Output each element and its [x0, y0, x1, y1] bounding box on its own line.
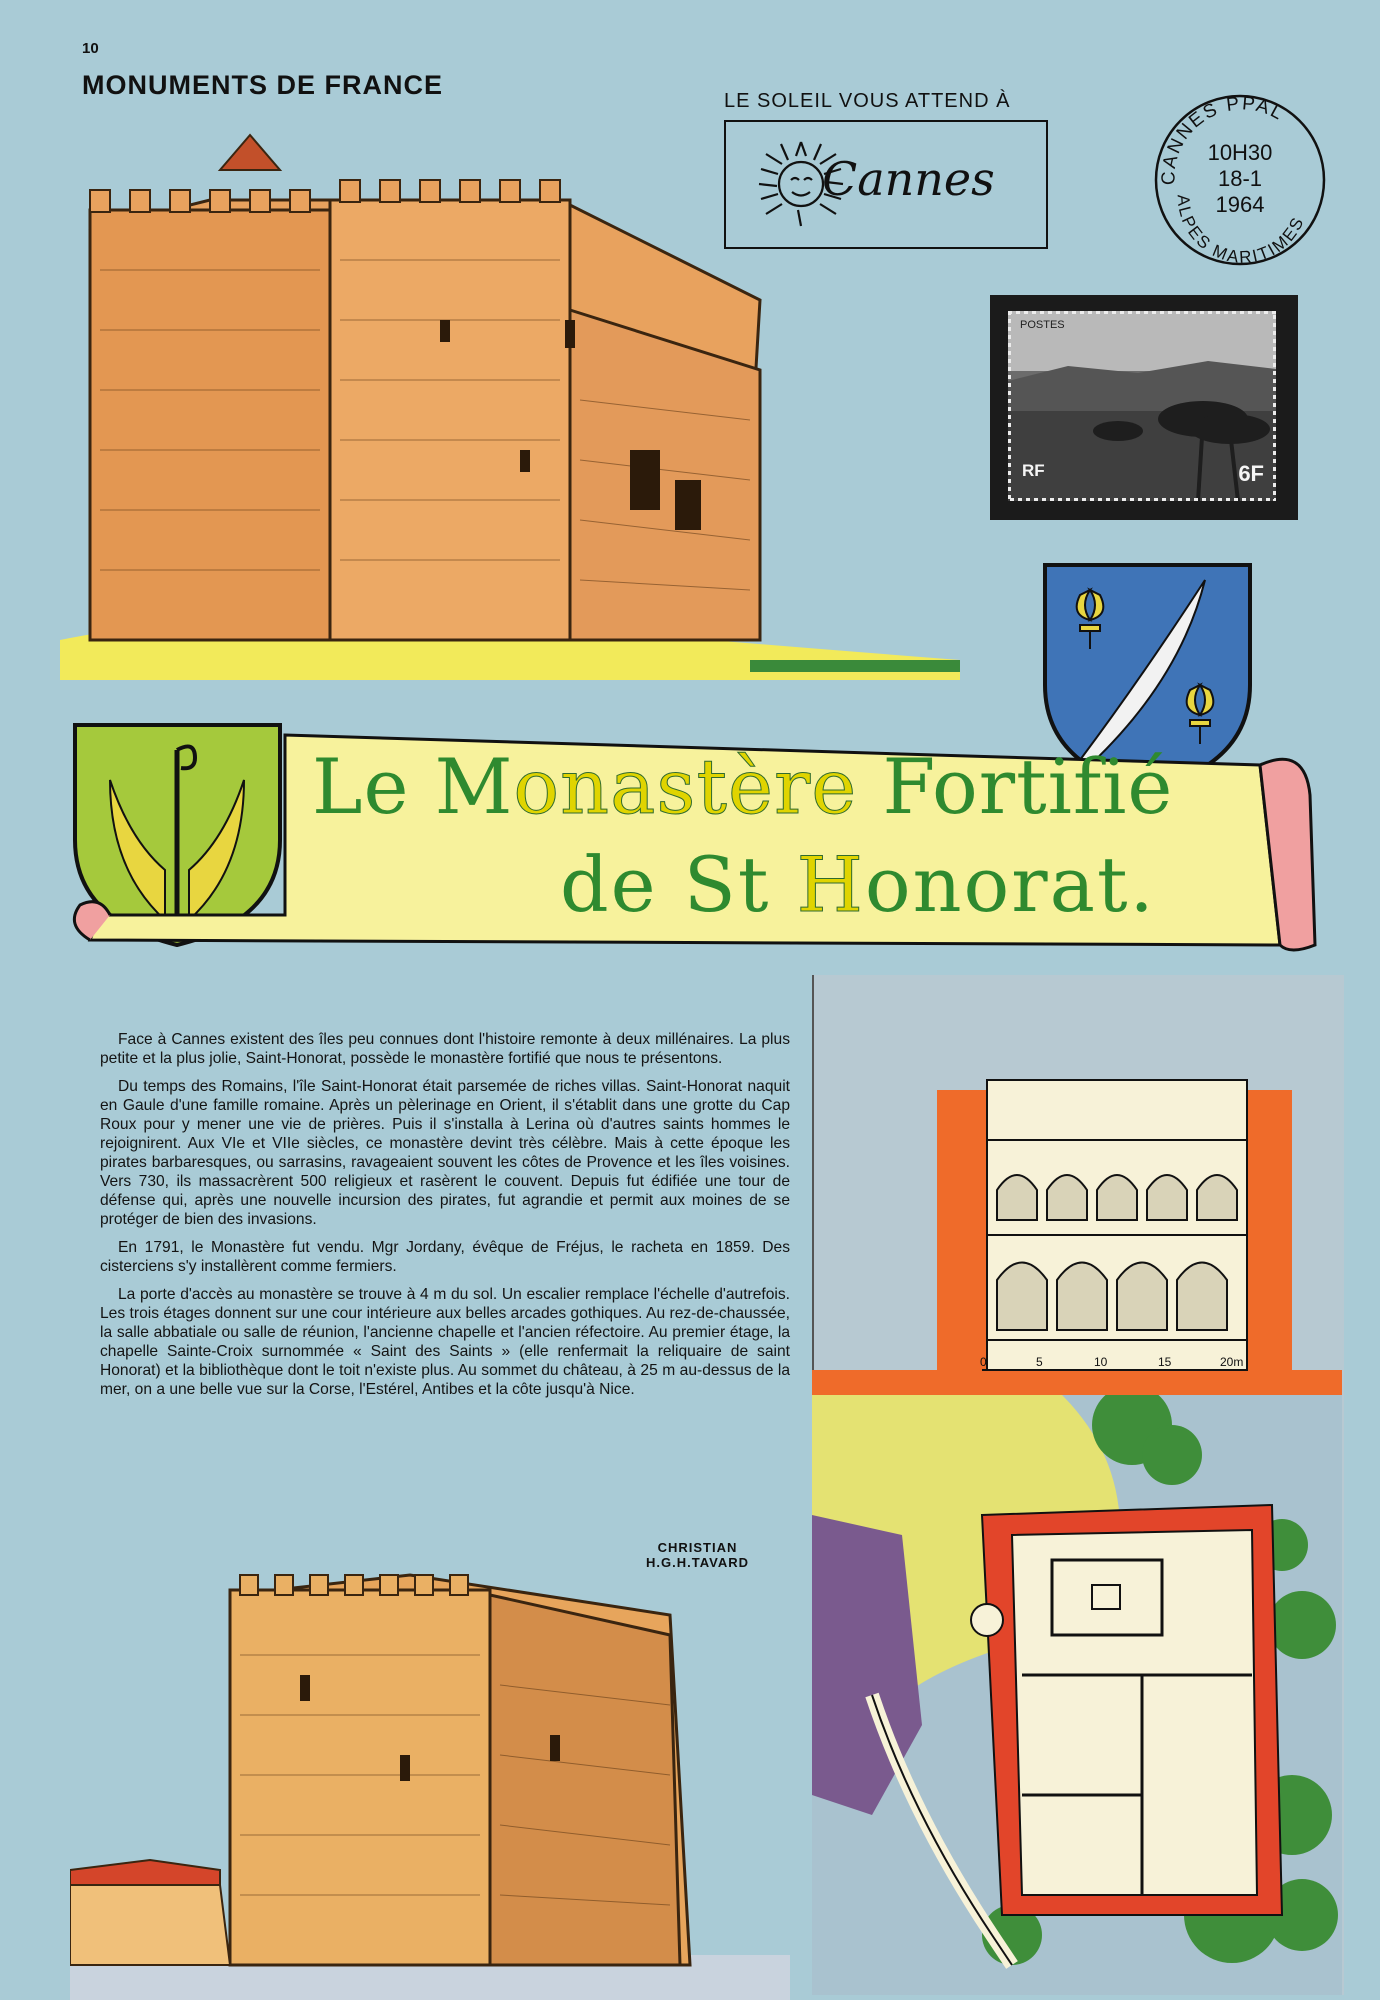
cds-top-text: CANNES PPAL	[1158, 93, 1288, 186]
cds-bottom-text: ALPES MARITIMES	[1173, 193, 1309, 267]
cds-year: 1964	[1215, 192, 1265, 217]
paragraph-1: Face à Cannes existent des îles peu connues dont l'histoire remonte à deux millénaires. La plus petite et la plus jolie, Saint-Honorat, possède le monastère fortifié que nous te présentons.	[100, 1031, 790, 1067]
scale-label: 5	[1036, 1355, 1043, 1369]
floor-plan-drawing	[812, 1395, 1342, 1995]
paragraph-3: En 1791, le Monastère fut vendu. Mgr Jordany, évêque de Fréjus, le racheta en 1859. Des cisterciens s'y installèrent comme fermiers.	[100, 1239, 790, 1275]
scale-label: 20m	[1220, 1355, 1244, 1369]
postage-stamp	[1008, 311, 1276, 501]
flag-cancel-city: Cannes	[822, 152, 995, 206]
postage-stamp-mount	[990, 295, 1298, 520]
scale-label: 15	[1158, 1355, 1172, 1369]
paragraph-4: La porte d'accès au monastère se trouve à 4 m du sol. Un escalier remplace l'échelle d'autrefois. Les trois étages donnent sur une cour intérieure aux belles arcades gothiques. Au rez-de-chaussée, la salle abbatiale ou salle de réunion, l'ancienne chapelle et l'ancien réfectoire. Au premier étage, la chapelle Sainte-Croix surnommée « Saint des Saints » (elle renfermait la reliquaire de saint Honorat) et la bibliothèque dont le toit n'existe plus. Au sommet du château, à 25 m au-dessus de la mer, on a une belle vue sur la Corse, l'Estérel, Antibes et la côte jusqu'à Nice.	[100, 1286, 790, 1398]
title-line-1: Le Monastère Fortifié	[312, 742, 1174, 831]
cds-time: 10H30	[1207, 140, 1273, 165]
stamp-illustration	[1008, 311, 1276, 501]
page-number: 10	[82, 40, 99, 57]
stamp-rf: RF	[1022, 461, 1045, 480]
circular-date-stamp	[1150, 90, 1330, 270]
stamp-value: 6F	[1238, 461, 1264, 486]
cds-date: 18-1	[1217, 166, 1263, 191]
flag-cancel-caption: LE SOLEIL VOUS ATTEND À	[724, 90, 1011, 112]
scale-label: 10	[1094, 1355, 1108, 1369]
stamp-country-label: POSTES	[1020, 319, 1065, 331]
monastery-view-illustration	[70, 1555, 790, 2000]
artist-signature: CHRISTIAN H.G.H.TAVARD	[646, 1540, 749, 1570]
monastery-tower-illustration	[60, 120, 960, 680]
series-title: MONUMENTS DE FRANCE	[82, 70, 443, 100]
cross-section-drawing	[812, 1040, 1342, 1395]
paragraph-2: Du temps des Romains, l'île Saint-Honorat était parsemée de riches villas. Saint-Honorat naquit en Gaule d'une famille romaine. Après un pèlerinage en Orient, il s'établit dans une grotte du Cap Roux pour y mener une vie de prières. Puis il s'installa à Lerina où d'autres saints hommes le rejoignirent. Aux VIe et VIIe siècles, ce monastère devint très célèbre. Mais à cette époque les pirates barbaresques, ou sarrasins, ravageaient souvent les côtes de Provence et les îles voisines. Vers 730, ils massacrèrent 500 religieux et rasèrent le couvent. Depuis fut édifiée une tour de défense qui, après une nouvelle incursion des pirates, fut agrandie et permit aux moines de se protéger de bien des invasions.	[100, 1078, 790, 1228]
title-line-2: de St Honorat.	[560, 840, 1156, 929]
scale-label: 0	[980, 1355, 987, 1369]
article-body	[100, 1030, 790, 1408]
